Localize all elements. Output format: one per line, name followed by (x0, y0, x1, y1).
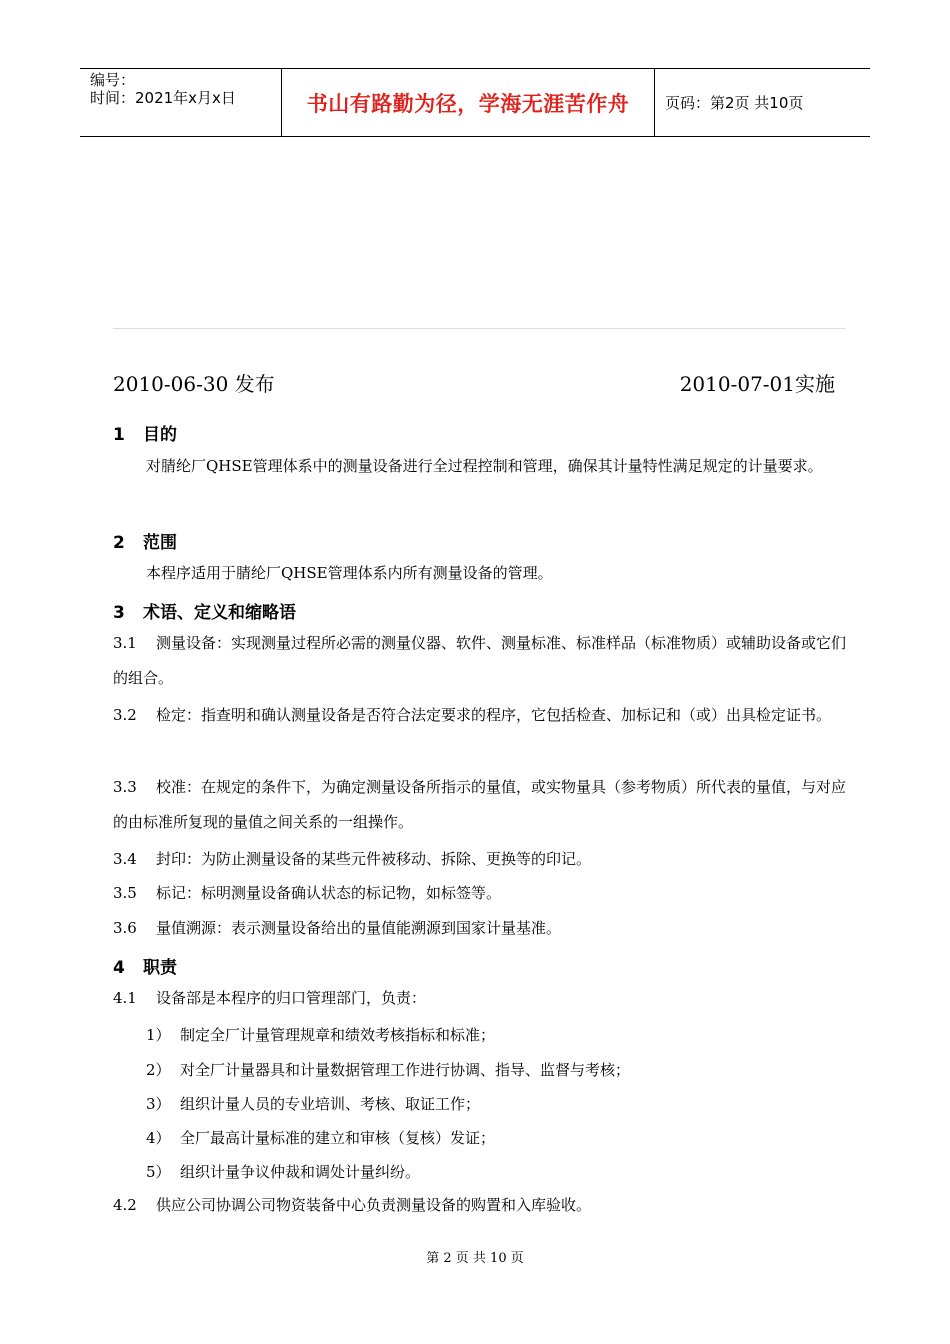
item-number: 3.3 (113, 778, 137, 796)
list-item (113, 626, 853, 696)
item-number: 3.1 (113, 634, 137, 652)
sub-item-number: 4） (146, 1129, 171, 1147)
sub-item-text: 制定全厂计量管理规章和绩效考核指标和标准； (180, 1026, 496, 1044)
section-number: 3 (113, 603, 125, 623)
sub-item-number: 3） (146, 1095, 171, 1113)
header-divider (654, 69, 655, 136)
section-title: 职责 (143, 958, 177, 978)
item-number: 3.5 (113, 884, 137, 902)
time-label: 时间：2021年x月x日 (90, 89, 236, 107)
item-number: 3.6 (113, 919, 137, 937)
section-number: 1 (113, 425, 125, 445)
section-title: 术语、定义和缩略语 (143, 603, 296, 623)
list-item (113, 842, 853, 877)
sub-item-number: 5） (146, 1163, 171, 1181)
sub-item-number: 2） (146, 1061, 171, 1079)
section-paragraph: 对腈纶厂QHSE管理体系中的测量设备进行全过程控制和管理，确保其计量特性满足规定的计量要求。 (146, 457, 823, 475)
list-item (113, 876, 853, 911)
item-text: 封印：为防止测量设备的某些元件被移动、拆除、更换等的印记。 (156, 850, 592, 868)
section-title: 范围 (143, 533, 177, 553)
sub-list-item (146, 1059, 630, 1080)
item-text: 量值溯源：表示测量设备给出的量值能溯源到国家计量基准。 (156, 919, 562, 937)
sub-item-text: 组织计量人员的专业培训、考核、取证工作； (180, 1095, 481, 1113)
number-label: 编号： (90, 71, 136, 89)
item-number: 3.4 (113, 850, 137, 868)
header-page-info: 页码：第2页 共10页 (665, 94, 804, 112)
effective-date: 2010-07-01实施 (679, 372, 835, 396)
item-text: 校准：在规定的条件下，为确定测量设备所指示的量值，或实物量具（参考物质）所代表的量值，与对应的由标准所复现的量值之间关系的一组操作。 (113, 778, 847, 831)
section-heading-responsibilities (113, 953, 177, 978)
release-date: 2010-06-30 发布 (113, 372, 275, 396)
item-text: 测量设备：实现测量过程所必需的测量仪器、软件、测量标准、标准样品（标准物质）或辅助设备或它们的组合。 (113, 634, 847, 687)
item-text: 检定：指查明和确认测量设备是否符合法定要求的程序，它包括检查、加标记和（或）出具检定证书。 (156, 706, 832, 724)
sub-list-item (146, 1093, 480, 1114)
section-paragraph: 本程序适用于腈纶厂QHSE管理体系内所有测量设备的管理。 (146, 564, 553, 582)
page-footer: 第 2 页 共 10 页 (426, 1251, 524, 1266)
list-item (113, 911, 853, 946)
item-text: 供应公司协调公司物资装备中心负责测量设备的购置和入库验收。 (156, 1196, 592, 1214)
sub-list-item (146, 1161, 420, 1182)
sub-list-item (146, 1024, 495, 1045)
list-item (113, 698, 853, 733)
section-heading-purpose (113, 420, 177, 445)
list-item (113, 770, 853, 840)
list-item (113, 981, 853, 1016)
horizontal-rule (113, 328, 846, 329)
item-number: 4.1 (113, 989, 137, 1007)
section-title: 目的 (143, 425, 177, 445)
sub-item-number: 1） (146, 1026, 171, 1044)
sub-item-text: 对全厂计量器具和计量数据管理工作进行协调、指导、监督与考核； (180, 1061, 631, 1079)
list-item (113, 1188, 853, 1223)
section-number: 4 (113, 958, 125, 978)
sub-list-item (146, 1127, 495, 1148)
section-heading-terms (113, 598, 296, 623)
document-header (80, 68, 870, 137)
item-text: 设备部是本程序的归口管理部门，负责： (156, 989, 427, 1007)
item-number: 4.2 (113, 1196, 137, 1214)
section-number: 2 (113, 533, 125, 553)
item-text: 标记：标明测量设备确认状态的标记物，如标签等。 (156, 884, 502, 902)
sub-item-text: 全厂最高计量标准的建立和审核（复核）发证； (180, 1129, 496, 1147)
header-meta (80, 69, 280, 136)
item-number: 3.2 (113, 706, 137, 724)
section-heading-scope (113, 528, 177, 553)
sub-item-text: 组织计量争议仲裁和调处计量纠纷。 (180, 1163, 421, 1181)
header-motto: 书山有路勤为径，学海无涯苦作舟 (306, 91, 630, 116)
